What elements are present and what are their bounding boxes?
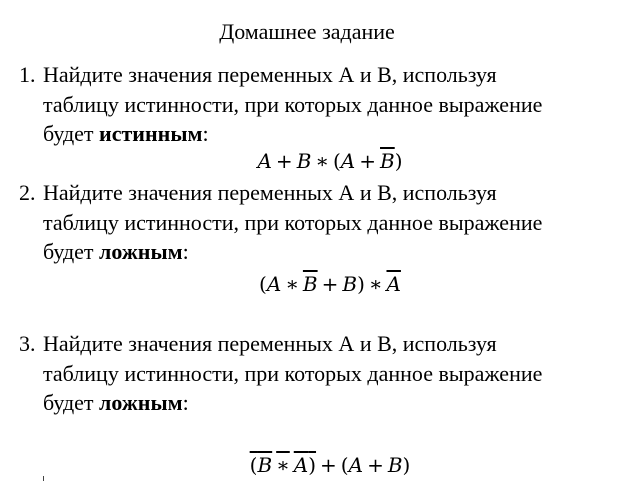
task-line-prefix: будет <box>43 239 100 264</box>
formula-paren: ( <box>249 453 258 477</box>
task-text <box>43 329 609 418</box>
task-line-suffix: : <box>202 121 209 146</box>
formula-variable: A <box>340 149 356 173</box>
task-condition: истинным <box>99 121 203 146</box>
formula-operator: ∗ <box>285 272 299 296</box>
formula-variable: B <box>387 453 403 477</box>
formula-paren: ( <box>259 272 267 296</box>
task-line: Найдите значения переменных А и В, используя <box>43 62 497 87</box>
formula-variable-negated: A <box>293 453 309 477</box>
task-condition: ложным <box>99 239 183 264</box>
formula-paren: ( <box>332 149 341 173</box>
formula-negated-group <box>250 453 316 477</box>
formula-operator: ∗ <box>368 272 383 296</box>
task-text <box>43 178 609 267</box>
formula-1 <box>0 147 621 175</box>
task-1 <box>19 60 609 149</box>
task-line: таблицу истинности, при которых данное выражение <box>43 209 543 235</box>
task-line <box>43 119 609 149</box>
formula-variable: B <box>257 453 273 477</box>
task-number: 2. <box>19 180 36 205</box>
task-line-suffix: : <box>182 390 189 415</box>
formula-operator: ∗ <box>315 149 329 173</box>
formula-operator: + <box>321 272 339 296</box>
task-line-prefix: будет <box>43 390 100 415</box>
task-number: 1. <box>19 62 36 87</box>
formula-3 <box>0 451 621 479</box>
formula-variable-negated: $\overline{B}$ <box>302 272 318 296</box>
margin-mark <box>43 476 44 481</box>
task-condition: ложным <box>99 390 183 415</box>
page-title: Домашнее задание <box>219 19 395 44</box>
formula-operator: + <box>275 149 293 173</box>
task-text <box>43 60 609 149</box>
formula-variable: A <box>348 453 364 477</box>
formula-variable-negated: $\overline{A}$ <box>386 272 401 296</box>
task-number: 3. <box>19 331 36 356</box>
formula-paren: ) <box>402 453 411 477</box>
formula-paren: ) <box>394 149 403 173</box>
formula-operator: ∗ <box>276 453 290 477</box>
formula-operator: + <box>320 453 337 477</box>
formula-paren: ) <box>308 453 317 477</box>
task-line <box>43 237 609 267</box>
formula-2 <box>0 270 621 298</box>
task-line-prefix: будет <box>43 121 100 146</box>
formula-variable: A <box>257 149 272 173</box>
formula-variable: A <box>266 272 282 296</box>
formula-variable: B <box>342 272 358 296</box>
formula-paren: ( <box>340 453 349 477</box>
task-2 <box>19 178 609 267</box>
task-line: Найдите значения переменных А и В, используя <box>43 331 497 356</box>
formula-operator: + <box>367 453 384 477</box>
formula-operator: + <box>359 149 377 173</box>
task-3 <box>19 329 609 418</box>
formula-variable: B <box>296 149 312 173</box>
formula-variable-negated: $\overline{B}$ <box>380 149 395 173</box>
task-line: таблицу истинности, при которых данное выражение <box>43 360 543 386</box>
task-line: таблицу истинности, при которых данное выражение <box>43 91 543 117</box>
formula-paren: ) <box>357 272 365 296</box>
task-line-suffix: : <box>182 239 189 264</box>
task-line <box>43 388 609 418</box>
task-line: Найдите значения переменных А и В, используя <box>43 180 497 205</box>
